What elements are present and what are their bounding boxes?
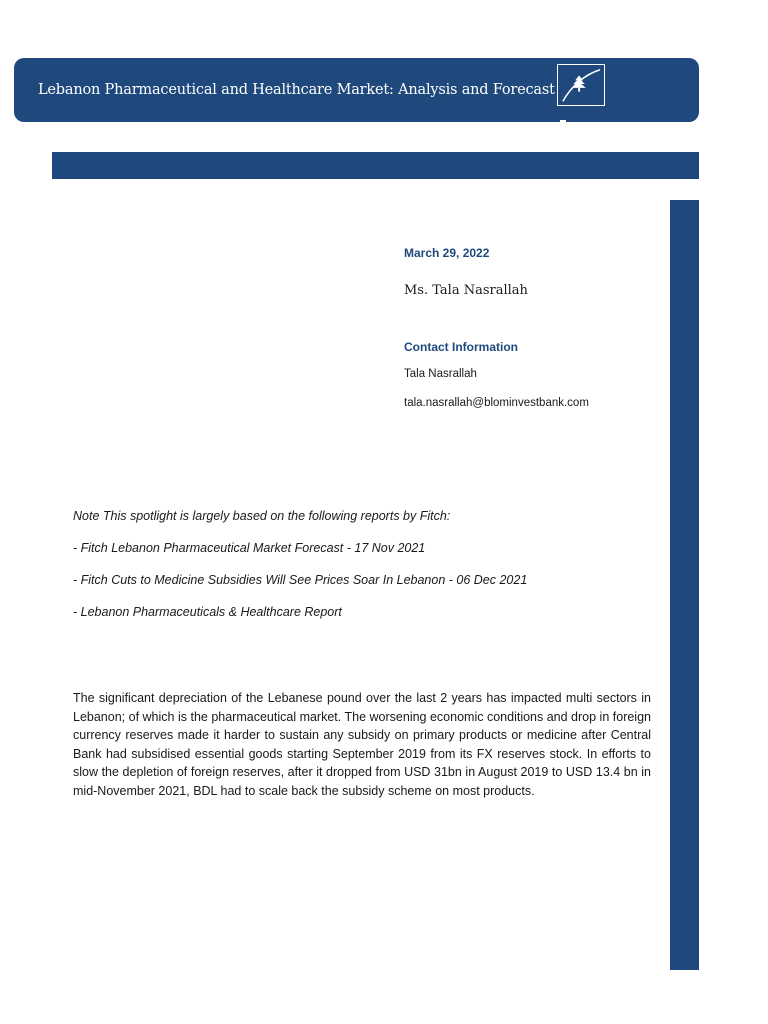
report-title: Lebanon Pharmaceutical and Healthcare Market: Analysis and Forecast	[38, 82, 555, 98]
logo-tab-decoration	[560, 120, 566, 123]
body-paragraph: The significant depreciation of the Lebanese pound over the last 2 years has impacted multi sectors in Lebanon; of which is the pharmaceutical market. The worsening economic conditions and drop in foreign currency reserves made it harder to sustain any subsidy on primary products or medicine after Central Bank had subsidised essential goods starting September 2019 from its FX reserves stock. In efforts to slow the depletion of foreign reserves, after it dropped from USD 31bn in August 2019 to USD 13.4 bn in mid-November 2021, BDL had to scale back the subsidy scheme on most products.	[73, 691, 651, 798]
report-header-banner	[14, 58, 699, 122]
contact-heading: Contact Information	[404, 340, 518, 354]
note-item: - Fitch Cuts to Medicine Subsidies Will See Prices Soar In Lebanon - 06 Dec 2021	[73, 573, 528, 587]
author-name: Ms. Tala Nasrallah	[404, 283, 528, 298]
contact-email-link[interactable]: tala.nasrallah@blominvestbank.com	[404, 397, 589, 409]
report-date: March 29, 2022	[404, 246, 490, 260]
side-accent-bar	[670, 200, 699, 970]
sources-note	[73, 508, 663, 636]
note-intro: Note This spotlight is largely based on the following reports by Fitch:	[73, 509, 451, 523]
note-item: - Lebanon Pharmaceuticals & Healthcare Report	[73, 605, 342, 619]
contact-name: Tala Nasrallah	[404, 368, 477, 380]
note-item: - Fitch Lebanon Pharmaceutical Market Forecast - 17 Nov 2021	[73, 541, 426, 555]
cedar-logo-icon	[557, 64, 605, 106]
sub-header-bar	[52, 152, 699, 179]
